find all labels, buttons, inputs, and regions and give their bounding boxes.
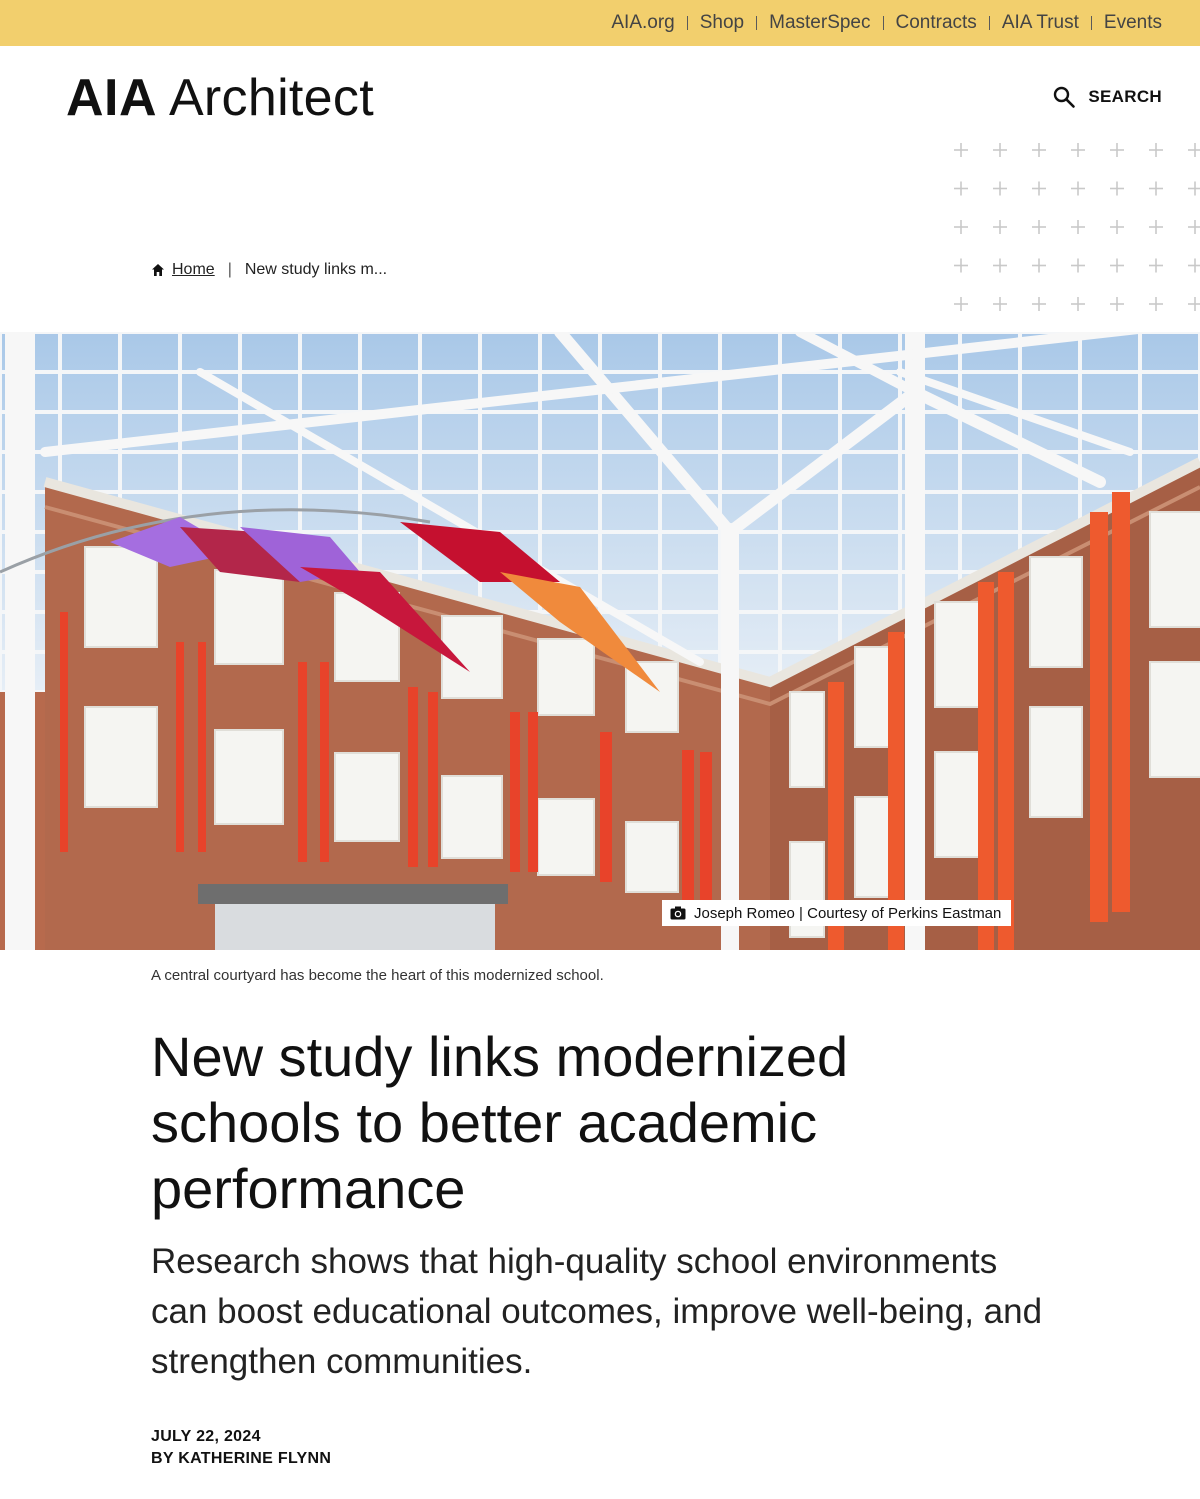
breadcrumb [151,258,387,282]
breadcrumb-current: New study links m... [244,261,388,278]
plus-mark [993,259,1007,273]
plus-mark [1110,182,1124,196]
utility-nav-item-shop [675,12,744,34]
window-pane [442,776,502,858]
window-pane [1150,512,1200,627]
window-pane [935,602,981,707]
plus-mark [993,220,1007,234]
plus-mark [1110,220,1124,234]
utility-link-aia-trust[interactable]: AIA Trust [1001,12,1079,33]
window-pane [335,753,399,841]
home-icon [151,263,165,277]
breadcrumb-home-link[interactable]: Home [172,261,215,278]
utility-nav-item-aia-trust [977,12,1079,34]
plus-mark [1188,297,1200,311]
utility-nav-item-aia-org [611,12,674,34]
plus-mark [1032,182,1046,196]
window-pane [538,639,594,715]
camera-icon [670,906,686,920]
window-pane [215,570,283,664]
utility-link-events[interactable]: Events [1103,12,1162,33]
plus-mark [1071,182,1085,196]
utility-nav-item-events [1079,12,1162,34]
plus-mark [1110,297,1124,311]
plus-mark [1188,182,1200,196]
utility-nav-item-masterspec [744,12,870,34]
plus-mark [954,259,968,273]
plus-mark [1149,220,1163,234]
utility-link-contracts[interactable]: Contracts [895,12,977,33]
window-pane [626,822,678,892]
plus-mark [1110,143,1124,157]
window-pane [790,692,824,787]
plus-mark [954,182,968,196]
plus-mark [1110,259,1124,273]
plus-mark [1032,143,1046,157]
window-pane [538,799,594,875]
search-button[interactable] [1052,82,1162,112]
site-logo[interactable] [66,70,374,126]
logo-light-text: Architect [168,69,374,127]
utility-nav-item-contracts [871,12,977,34]
plus-mark [954,297,968,311]
utility-bar [0,0,1200,46]
plus-mark [993,297,1007,311]
plus-mark [1188,220,1200,234]
decorative-plus-pattern [948,138,1200,316]
utility-nav [611,0,1162,46]
plus-mark [954,220,968,234]
photo-credit [662,900,1011,926]
plus-mark [1071,143,1085,157]
article-dek: Research shows that high-quality school environments can boost educational outcomes, improve well-being, and strengthen communities. [151,1242,1043,1381]
window-pane [215,730,283,824]
plus-mark [1149,143,1163,157]
plus-mark [1032,259,1046,273]
plus-mark [993,143,1007,157]
window-pane [85,707,157,807]
plus-mark [1149,259,1163,273]
plus-mark [954,143,968,157]
utility-link-masterspec[interactable]: MasterSpec [769,12,871,33]
publish-date: JULY 22, 2024 [151,1428,261,1445]
author-byline: BY KATHERINE FLYNN [151,1450,332,1467]
plus-mark [1149,182,1163,196]
plus-mark [1032,297,1046,311]
plus-mark [1071,220,1085,234]
photo-credit-text: Joseph Romeo | Courtesy of Perkins Eastman [694,904,1002,922]
plus-mark [1071,259,1085,273]
plus-mark [1032,220,1046,234]
hero-image [0,332,1200,950]
breadcrumb-separator: | [227,261,232,278]
plus-mark [1071,297,1085,311]
window-pane [1030,707,1082,817]
search-icon [1052,85,1076,109]
window-pane [1150,662,1200,777]
plus-mark [1188,259,1200,273]
window-pane [85,547,157,647]
window-pane [935,752,981,857]
plus-mark [1188,143,1200,157]
image-caption: A central courtyard has become the heart of this modernized school. [151,967,604,984]
article-headline: New study links modernized schools to better academic performance [151,1025,849,1220]
search-label: SEARCH [1088,87,1162,106]
plus-mark [1149,297,1163,311]
utility-link-shop[interactable]: Shop [699,12,745,33]
utility-link-aia-org[interactable]: AIA.org [611,12,675,33]
window-pane [1030,557,1082,667]
courtyard-illustration [0,332,1200,950]
plus-mark [993,182,1007,196]
logo-bold-text: AIA [66,69,158,127]
